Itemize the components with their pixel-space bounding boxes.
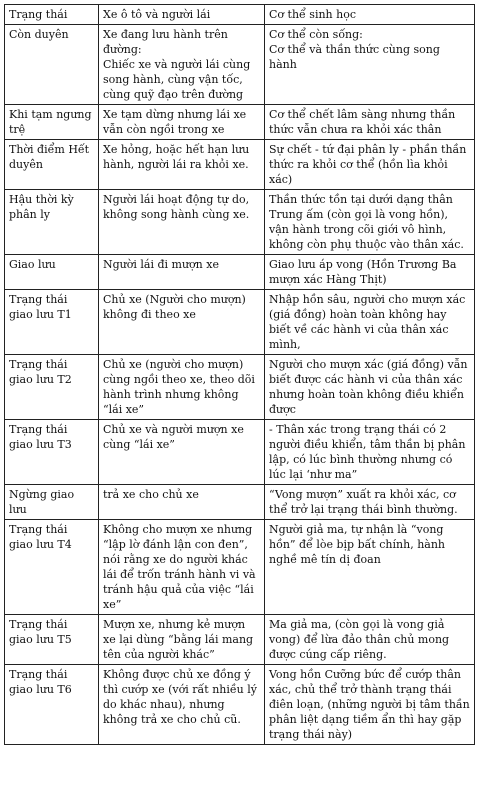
body-cell: Thần thức tồn tại dưới dạng thân Trung ấm (còn gọi là vong hồn), vận hành trong cõi giới vô hình, không còn phụ thuộc vào thân xác.	[265, 190, 475, 255]
car-cell: Người lái đi mượn xe	[99, 255, 265, 290]
table-row	[5, 355, 475, 420]
table-row	[5, 615, 475, 665]
body-cell: Vong hồn Cưỡng bức để cướp thân xác, chủ thể trở thành trạng thái điên loạn, (những người bị tâm thần phân liệt dạng tiềm ẩn thì hay gặp trạng thái này)	[265, 665, 475, 745]
state-cell: Trạng thái giao lưu T2	[5, 355, 99, 420]
body-cell: Ma giả ma, (còn gọi là vong giả vong) để lừa đảo thân chủ mong được cúng cấp riêng.	[265, 615, 475, 665]
header-biological-body: Cơ thể sinh học	[265, 5, 475, 25]
header-car-and-driver: Xe ô tô và người lái	[99, 5, 265, 25]
car-cell: Mượn xe, nhưng kẻ mượn xe lại dùng “bằng lái mang tên của người khác”	[99, 615, 265, 665]
table-row	[5, 290, 475, 355]
car-cell: trả xe cho chủ xe	[99, 485, 265, 520]
comparison-table	[4, 4, 475, 745]
state-cell: Trạng thái giao lưu T3	[5, 420, 99, 485]
body-cell: - Thân xác trong trạng thái có 2 người điều khiển, tâm thần bị phân lập, có lúc bình thường nhưng có lúc lại ‘như ma”	[265, 420, 475, 485]
table-row	[5, 190, 475, 255]
state-cell: Giao lưu	[5, 255, 99, 290]
state-cell: Thời điểm Hết duyên	[5, 140, 99, 190]
car-cell: Không cho mượn xe nhưng “lập lờ đánh lận con đen”, nói rằng xe do người khác lái để trốn tránh hành vi và tránh hậu quả của việc “lái xe”	[99, 520, 265, 615]
state-cell: Trạng thái giao lưu T1	[5, 290, 99, 355]
car-cell: Chủ xe và người mượn xe cùng “lái xe”	[99, 420, 265, 485]
body-cell: Người giả ma, tự nhận là “vong hồn” để lòe bịp bất chính, hành nghề mê tín dị đoan	[265, 520, 475, 615]
state-cell: Trạng thái giao lưu T4	[5, 520, 99, 615]
car-cell: Người lái hoạt động tự do, không song hành cùng xe.	[99, 190, 265, 255]
table-row	[5, 485, 475, 520]
table-row	[5, 140, 475, 190]
table-row	[5, 665, 475, 745]
car-cell: Xe tạm dừng nhưng lái xe vẫn còn ngồi trong xe	[99, 105, 265, 140]
body-cell: Cơ thể còn sống: Cơ thể và thần thức cùng song hành	[265, 25, 475, 105]
body-cell: Nhập hồn sâu, người cho mượn xác (giá đồng) hoàn toàn không hay biết về các hành vi của thân xác mình,	[265, 290, 475, 355]
table-row	[5, 520, 475, 615]
state-cell: Ngừng giao lưu	[5, 485, 99, 520]
state-cell: Còn duyên	[5, 25, 99, 105]
car-cell: Chủ xe (Người cho mượn) không đi theo xe	[99, 290, 265, 355]
table-row	[5, 420, 475, 485]
table-row	[5, 255, 475, 290]
table-row	[5, 25, 475, 105]
body-cell: Sự chết - tứ đại phân ly - phần thần thức ra khỏi cơ thể (hồn lìa khỏi xác)	[265, 140, 475, 190]
car-cell: Chủ xe (người cho mượn) cùng ngồi theo xe, theo dõi hành trình nhưng không “lái xe”	[99, 355, 265, 420]
table-row	[5, 105, 475, 140]
body-cell: Người cho mượn xác (giá đồng) vẫn biết được các hành vi của thân xác nhưng hoàn toàn không điều khiển được	[265, 355, 475, 420]
header-state: Trạng thái	[5, 5, 99, 25]
body-cell: Giao lưu áp vong (Hồn Trương Ba mượn xác Hàng Thịt)	[265, 255, 475, 290]
car-cell: Không được chủ xe đồng ý thì cướp xe (với rất nhiều lý do khác nhau), nhưng không trả xe cho chủ cũ.	[99, 665, 265, 745]
body-cell: “Vong mượn” xuất ra khỏi xác, cơ thể trở lại trạng thái bình thường.	[265, 485, 475, 520]
state-cell: Khi tạm ngưng trệ	[5, 105, 99, 140]
state-cell: Trạng thái giao lưu T5	[5, 615, 99, 665]
body-cell: Cơ thể chết lâm sàng nhưng thần thức vẫn chưa ra khỏi xác thân	[265, 105, 475, 140]
state-cell: Hậu thời kỳ phân ly	[5, 190, 99, 255]
state-cell: Trạng thái giao lưu T6	[5, 665, 99, 745]
car-cell: Xe hỏng, hoặc hết hạn lưu hành, người lái ra khỏi xe.	[99, 140, 265, 190]
car-cell: Xe đang lưu hành trên đường: Chiếc xe và người lái cùng song hành, cùng vận tốc, cùng quỹ đạo trên đường	[99, 25, 265, 105]
header-row	[5, 5, 475, 25]
